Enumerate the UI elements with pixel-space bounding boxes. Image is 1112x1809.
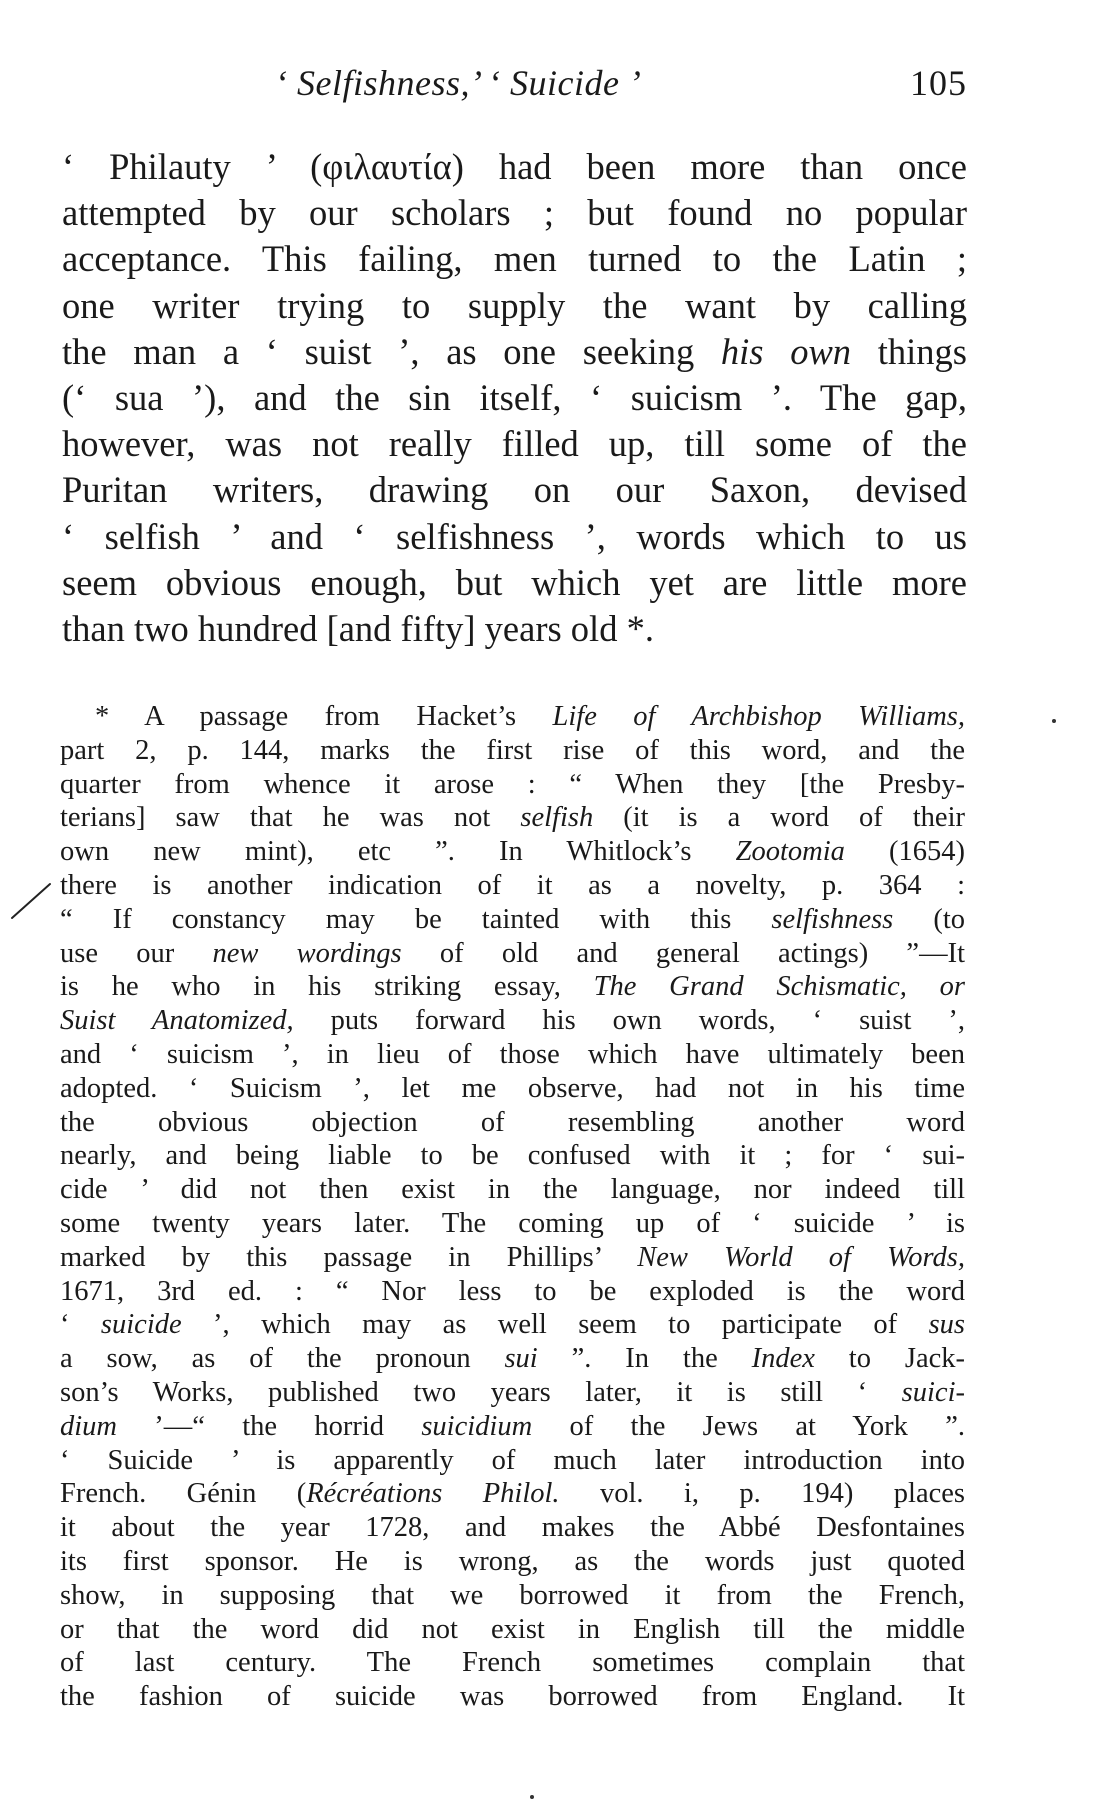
body-line: acceptance. This failing, men turned to the Latin ; — [62, 238, 967, 280]
running-head — [60, 62, 975, 112]
footnote-line: ‘ suicide ’, which may as well seem to participate of sus — [60, 1309, 965, 1341]
footnote-line: or that the word did not exist in English till the middle — [60, 1613, 965, 1645]
footnote-line: ‘ Suicide ’ is apparently of much later introduction into — [60, 1444, 965, 1476]
footnote-line: adopted. ‘ Suicism ’, let me observe, had not in his time — [60, 1072, 965, 1104]
body-paragraph — [62, 144, 967, 652]
footnote-line: the obvious objection of resembling another word — [60, 1106, 965, 1138]
print-speck — [530, 1795, 534, 1799]
footnote-line: own new mint), etc ”. In Whitlock’s Zootomia (1654) — [60, 836, 965, 868]
footnote-line: there is another indication of it as a novelty, p. 364 : — [60, 869, 965, 901]
body-line: Puritan writers, drawing on our Saxon, devised — [62, 469, 967, 511]
body-line: ‘ Philauty ’ (φιλαυτία) had been more than once — [62, 146, 967, 187]
footnote-line: it about the year 1728, and makes the Abbé Desfontaines — [60, 1512, 965, 1544]
footnote-line: quarter from whence it arose : “ When they [the Presby- — [60, 768, 965, 800]
print-speck — [1052, 719, 1056, 723]
footnote-line: terians] saw that he was not selfish (it is a word of their — [60, 802, 965, 834]
body-line: ‘ selfish ’ and ‘ selfishness ’, words which to us — [62, 515, 967, 557]
body-line: seem obvious enough, but which yet are little more — [62, 561, 967, 603]
footnote-line: * A passage from Hacket’s Life of Archbishop Williams, — [95, 701, 965, 732]
body-line: (‘ sua ’), and the sin itself, ‘ suicism ’. The gap, — [62, 376, 967, 418]
footnote — [60, 700, 965, 1714]
footnote-line: marked by this passage in Phillips’ New World of Words, — [60, 1241, 965, 1273]
footnote-line: cide ’ did not then exist in the language, nor indeed till — [60, 1174, 965, 1206]
running-title: ‘ Selfishness,’ ‘ Suicide ’ — [275, 63, 642, 103]
footnote-line: dium ’—“ the horrid suicidium of the Jews at York ”. — [60, 1410, 965, 1442]
footnote-line: use our new wordings of old and general actings) ”—It — [60, 937, 965, 969]
body-line: however, was not really filled up, till some of the — [62, 423, 967, 465]
footnote-line: “ If constancy may be tainted with this selfishness (to — [60, 903, 965, 935]
footnote-line: son’s Works, published two years later, it is still ‘ suici- — [60, 1376, 965, 1408]
footnote-line: Suist Anatomized, puts forward his own words, ‘ suist ’, — [60, 1005, 965, 1037]
body-line: attempted by our scholars ; but found no popular — [62, 192, 967, 234]
page-number: 105 — [910, 63, 967, 103]
footnote-line: French. Génin (Récréations Philol. vol. i, p. 194) places — [60, 1478, 965, 1510]
footnote-line: show, in supposing that we borrowed it from the French, — [60, 1579, 965, 1611]
footnote-line: and ‘ suicism ’, in lieu of those which have ultimately been — [60, 1038, 965, 1070]
footnote-line: a sow, as of the pronoun sui ”. In the Index to Jack- — [60, 1343, 965, 1375]
pencil-margin-mark — [10, 880, 52, 920]
footnote-line: its first sponsor. He is wrong, as the words just quoted — [60, 1545, 965, 1577]
footnote-line: some twenty years later. The coming up of ‘ suicide ’ is — [60, 1207, 965, 1239]
footnote-line: the fashion of suicide was borrowed from England. It — [60, 1681, 965, 1713]
footnote-line: 1671, 3rd ed. : “ Nor less to be exploded is the word — [60, 1275, 965, 1307]
body-line: than two hundred [and fifty] years old *. — [62, 607, 654, 649]
footnote-line: is he who in his striking essay, The Grand Schismatic, or — [60, 971, 965, 1003]
footnote-line: of last century. The French sometimes complain that — [60, 1647, 965, 1679]
body-line: one writer trying to supply the want by calling — [62, 284, 967, 326]
footnote-line: nearly, and being liable to be confused with it ; for ‘ sui- — [60, 1140, 965, 1172]
body-line: the man a ‘ suist ’, as one seeking his own things — [62, 330, 967, 372]
footnote-line: part 2, p. 144, marks the first rise of this word, and the — [60, 734, 965, 766]
